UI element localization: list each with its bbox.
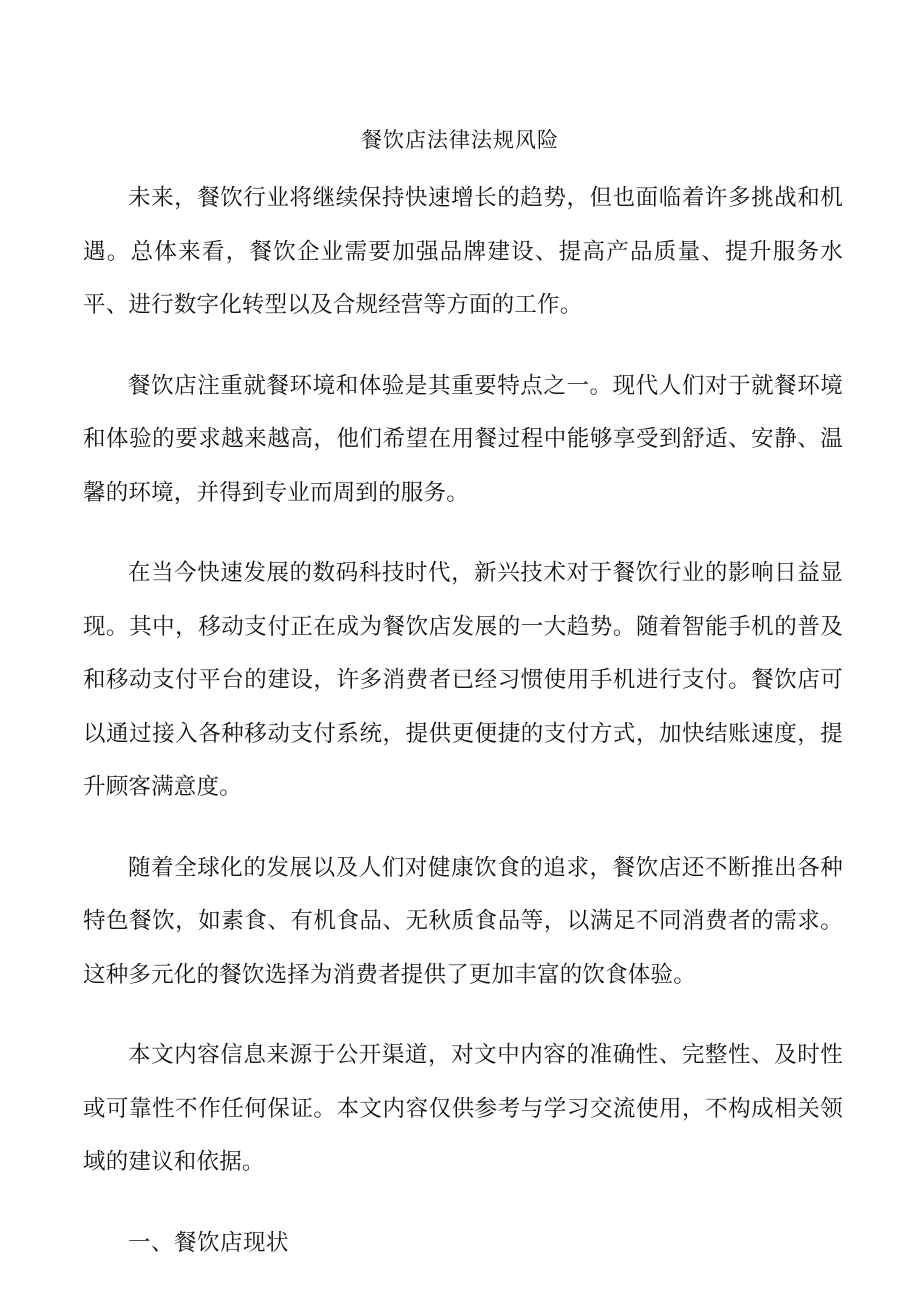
section-heading: 一、餐饮店现状 [128, 1229, 290, 1256]
paragraph-disclaimer: 本文内容信息来源于公开渠道，对文中内容的准确性、完整性、及时性或可靠性不作任何保证。本文内容仅供参考与学习交流使用，不构成相关领域的建议和依据。 [83, 1042, 843, 1175]
paragraph-specialty-cuisine: 随着全球化的发展以及人们对健康饮食的追求，餐饮店还不断推出各种特色餐饮，如素食、有机食品、无秋质食品等，以满足不同消费者的需求。这种多元化的餐饮选择为消费者提供了更加丰富的饮食体验。 [83, 854, 843, 988]
paragraph-mobile-payment: 在当今快速发展的数码科技时代，新兴技术对于餐饮行业的影响日益显现。其中，移动支付正在成为餐饮店发展的一大趋势。随着智能手机的普及和移动支付平台的建设，许多消费者已经习惯使用手机进行支付。餐饮店可以通过接入各种移动支付系统，提供更便捷的支付方式，加快结账速度，提升顾客满意度。 [83, 560, 843, 800]
document-title: 餐饮店法律法规风险 [361, 128, 559, 152]
paragraph-dining-environment: 餐饮店注重就餐环境和体验是其重要特点之一。现代人们对于就餐环境和体验的要求越来越高，他们希望在用餐过程中能够享受到舒适、安静、温馨的环境，并得到专业而周到的服务。 [83, 372, 843, 506]
paragraph-outlook: 未来，餐饮行业将继续保持快速增长的趋势，但也面临着许多挑战和机遇。总体来看，餐饮企业需要加强品牌建设、提高产品质量、提升服务水平、进行数字化转型以及合规经营等方面的工作。 [83, 185, 843, 318]
document-body [83, 172, 843, 1270]
